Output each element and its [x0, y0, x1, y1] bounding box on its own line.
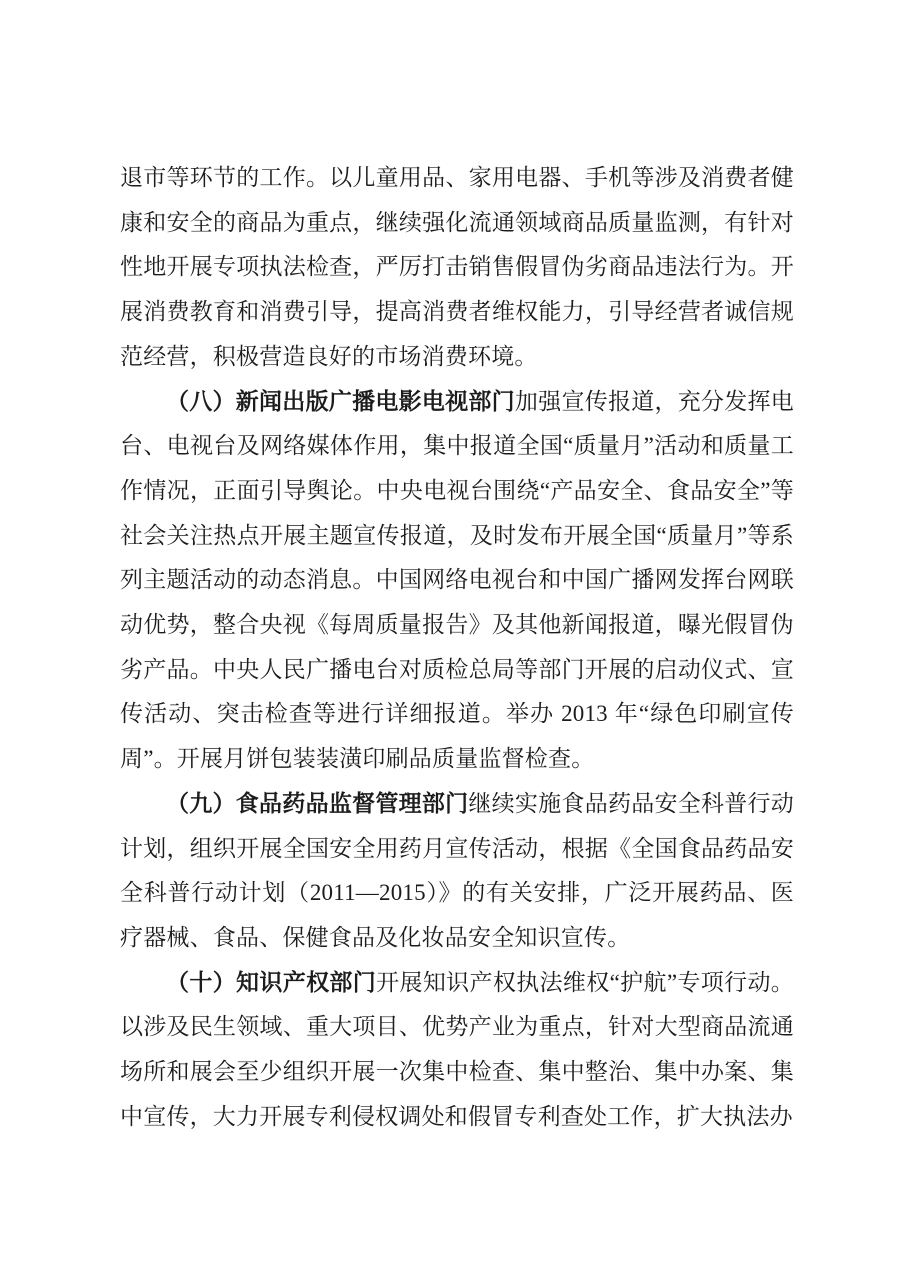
section-heading-8: （八）新闻出版广播电影电视部门 [166, 388, 515, 414]
paragraph-section-9 [120, 782, 794, 961]
section-heading-10: （十）知识产权部门 [166, 969, 377, 995]
paragraph-section-8 [120, 380, 794, 782]
paragraph-text: 加强宣传报道，充分发挥电台、电视台及网络媒体作用，集中报道全国“质量月”活动和质量工作情况，正面引导舆论。中央电视台围绕“产品安全、食品安全”等社会关注热点开展主题宣传报道，及时发布开展全国“质量月”等系列主题活动的动态消息。中国网络电视台和中国广播网发挥台网联动优势，整合央视《每周质量报告》及其他新闻报道，曝光假冒伪劣产品。中央人民广播电台对质检总局等部门开展的启动仪式、宣传活动、突击检查等进行详细报道。举办 2013 年“绿色印刷宣传周”。开展月饼包装装潢印刷品质量监督检查。 [120, 388, 794, 772]
paragraph-text: 开展知识产权执法维权“护航”专项行动。以涉及民生领域、重大项目、优势产业为重点，针对大型商品流通场所和展会至少组织开展一次集中检查、集中整治、集中办案、集中宣传，大力开展专利侵权调处和假冒专利查处工作，扩大执法办 [120, 969, 794, 1129]
paragraph-continuation [120, 156, 794, 380]
paragraph-text: 退市等环节的工作。以儿童用品、家用电器、手机等涉及消费者健康和安全的商品为重点，继续强化流通领域商品质量监测，有针对性地开展专项执法检查，严厉打击销售假冒伪劣商品违法行为。开展消费教育和消费引导，提高消费者维权能力，引导经营者诚信规范经营，积极营造良好的市场消费环境。 [120, 165, 794, 369]
paragraph-section-10 [120, 961, 794, 1140]
section-heading-9: （九）食品药品监督管理部门 [166, 790, 469, 816]
paragraph-text: 继续实施食品药品安全科普行动计划，组织开展全国安全用药月宣传活动，根据《全国食品药品安全科普行动计划（2011—2015）》的有关安排，广泛开展药品、医疗器械、食品、保健食品及化妆品安全知识宣传。 [120, 790, 794, 950]
text-block [120, 156, 794, 1139]
